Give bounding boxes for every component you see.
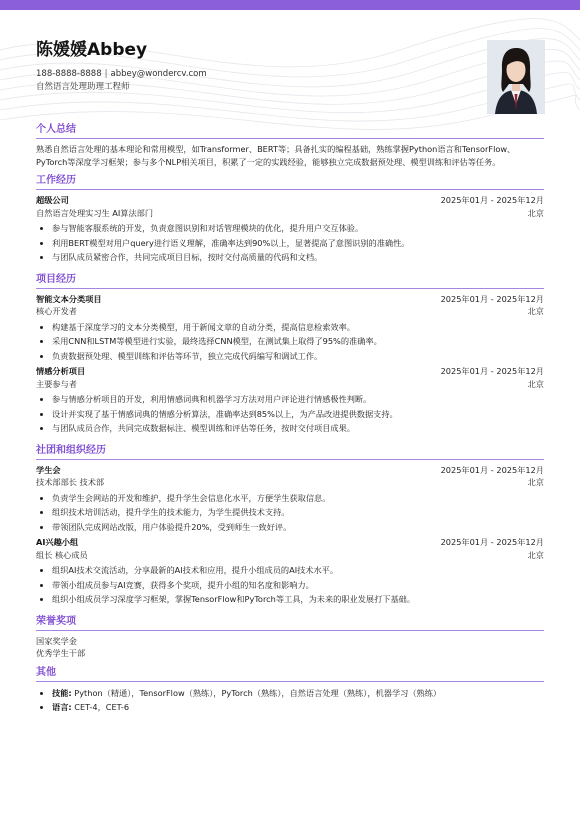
entry-bullets: [36, 491, 544, 535]
bullet-item: • 参与智能客服系统的开发，负责意图识别和对话管理模块的优化，提升用户交互体验。: [52, 221, 544, 236]
section-title-summary: 个人总结: [36, 122, 544, 139]
skills-item: [52, 686, 544, 701]
entry-role: 组长 核心成员: [36, 549, 88, 560]
bullet-item: • 组织小组成员学习深度学习框架，掌握TensorFlow和PyTorch等工具，为未来的职业发展打下基础。: [52, 592, 544, 607]
section-title-work: 工作经历: [36, 173, 544, 190]
honor-item: 国家奖学金: [36, 635, 77, 646]
bullet-item: • 负责学生会网站的开发和维护，提升学生会信息化水平，方便学生获取信息。: [52, 491, 544, 506]
entry-org: AI兴趣小组: [36, 537, 79, 547]
section-title-projects: 项目经历: [36, 272, 544, 289]
work-entry: [36, 194, 544, 265]
entry-bullets: [36, 221, 544, 265]
entry-location: 北京: [527, 207, 544, 218]
skills-label: 技能:: [52, 687, 72, 698]
other-list: [36, 686, 544, 715]
languages-label: 语言:: [52, 702, 72, 712]
honors-section: [36, 614, 544, 660]
profile-photo: [487, 40, 545, 114]
project-entry: [36, 293, 544, 364]
entry-location: 北京: [527, 306, 544, 316]
bullet-item: • 与团队成员紧密合作，共同完成项目目标，按时交付高质量的代码和文档。: [52, 250, 544, 265]
bullet-item: • 带领团队完成网站改版，用户体验提升20%，受到师生一致好评。: [52, 520, 544, 535]
languages-item: [52, 700, 544, 715]
bullet-item: • 负责数据预处理、模型训练和评估等环节，独立完成代码编写和调试工作。: [52, 349, 544, 364]
languages-text: CET-4，CET-6: [74, 702, 130, 712]
entry-bullets: [36, 563, 544, 607]
section-title-other: 其他: [36, 665, 544, 682]
project-entry: [36, 365, 544, 436]
entry-bullets: [36, 320, 544, 364]
bullet-item: • 设计并实现了基于情感词典的情感分析算法，准确率达到85%以上，为产品改进提供数据支持。: [52, 407, 544, 422]
candidate-name: 陈媛媛Abbey: [36, 40, 148, 60]
entry-location: 北京: [527, 549, 544, 560]
campus-entry: [36, 464, 544, 535]
skills-text: Python（精通），TensorFlow（熟练），PyTorch（熟练），自然语言处理（熟练），机器学习（熟练）: [74, 687, 442, 698]
summary-section: [36, 122, 544, 168]
resume-header: [36, 40, 456, 93]
contact-line: [36, 68, 456, 80]
campus-section: [36, 443, 544, 607]
bullet-item: • 参与情感分析项目的开发，利用情感词典和机器学习方法对用户评论进行情感极性判断。: [52, 392, 544, 407]
entry-org: 超级公司: [36, 195, 69, 205]
projects-section: [36, 272, 544, 436]
job-title: 自然语言处理助理工程师: [36, 82, 130, 92]
entry-bullets: [36, 392, 544, 436]
bullet-item: • 利用BERT模型对用户query进行语义理解，准确率达到90%以上，显著提高了意图识别的准确性。: [52, 236, 544, 251]
entry-location: 北京: [527, 477, 544, 487]
email-address: abbey@wondercv.com: [110, 69, 207, 79]
phone-number: 188-8888-8888: [36, 69, 102, 79]
bullet-item: • 与团队成员合作，共同完成数据标注、模型训练和评估等任务，按时交付项目成果。: [52, 421, 544, 436]
entry-date: 2025年01月 - 2025年12月: [440, 537, 544, 547]
entry-location: 北京: [527, 378, 544, 389]
honor-item: 优秀学生干部: [36, 648, 86, 658]
bullet-item: • 组织AI技术交流活动，分享最新的AI技术和应用，提升小组成员的AI技术水平。: [52, 563, 544, 578]
bullet-item: • 带领小组成员参与AI竞赛，获得多个奖项，提升小组的知名度和影响力。: [52, 578, 544, 593]
entry-role: 主要参与者: [36, 378, 77, 389]
work-section: [36, 173, 544, 265]
entry-role: 技术部部长 技术部: [36, 477, 105, 487]
entry-org: 智能文本分类项目: [36, 293, 102, 304]
resume-body: [36, 122, 544, 715]
top-accent-bar: [0, 0, 580, 10]
section-title-campus: 社团和组织经历: [36, 443, 544, 460]
entry-org: 学生会: [36, 464, 61, 475]
bullet-item: • 组织技术培训活动，提升学生的技术能力，为学生提供技术支持。: [52, 505, 544, 520]
other-section: [36, 665, 544, 715]
entry-date: 2025年01月 - 2025年12月: [440, 195, 544, 205]
section-title-honors: 荣誉奖项: [36, 614, 544, 631]
entry-date: 2025年01月 - 2025年12月: [440, 293, 544, 304]
entry-role: 核心开发者: [36, 306, 77, 316]
entry-role: 自然语言处理实习生 AI算法部门: [36, 207, 154, 218]
bullet-item: • 构建基于深度学习的文本分类模型，用于新闻文章的自动分类，提高信息检索效率。: [52, 320, 544, 335]
entry-date: 2025年01月 - 2025年12月: [440, 366, 544, 376]
summary-text: 熟悉自然语言处理的基本理论和常用模型，如Transformer、BERT等；具备扎实的编程基础，熟练掌握Python语言和TensorFlow、PyTorch等深度学习框架；参与多个NLP相关项目，积累了一定的实践经验，能够独立完成数据预处理、模型训练和评估等任务。: [36, 144, 516, 167]
contact-separator: |: [104, 69, 108, 79]
entry-date: 2025年01月 - 2025年12月: [440, 464, 544, 475]
campus-entry: [36, 536, 544, 607]
entry-org: 情感分析项目: [36, 366, 86, 376]
bullet-item: • 采用CNN和LSTM等模型进行实验，最终选择CNN模型，在测试集上取得了95%的准确率。: [52, 334, 544, 349]
